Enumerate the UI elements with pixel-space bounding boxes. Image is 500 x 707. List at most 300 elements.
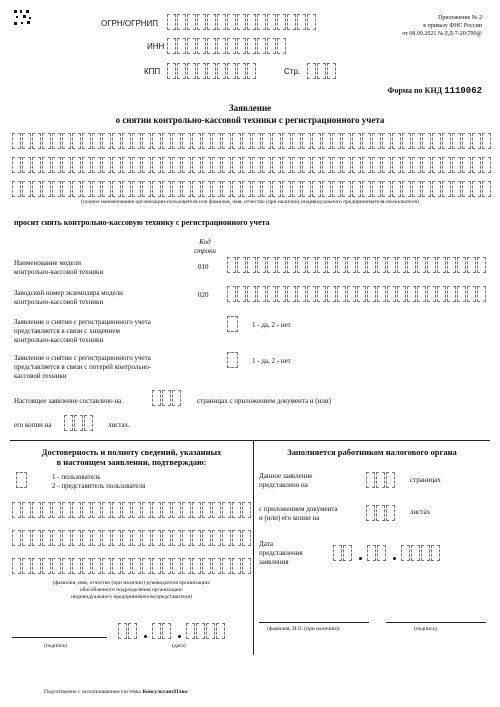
input-cell[interactable] xyxy=(237,257,246,273)
org-name-row-1[interactable] xyxy=(12,133,492,149)
input-cell[interactable] xyxy=(197,38,206,54)
input-cell[interactable] xyxy=(12,181,21,197)
input-cell[interactable] xyxy=(72,530,81,546)
input-cell[interactable] xyxy=(427,286,436,302)
signer-name-row-2[interactable] xyxy=(12,530,252,546)
input-cell[interactable] xyxy=(477,257,486,273)
input-cell[interactable] xyxy=(302,157,311,173)
input-cell[interactable] xyxy=(182,558,191,574)
signer-name-row-3[interactable] xyxy=(12,558,252,574)
input-cell[interactable] xyxy=(42,558,51,574)
input-cell[interactable] xyxy=(142,133,151,149)
input-cell[interactable] xyxy=(437,286,446,302)
serial-field[interactable] xyxy=(227,286,487,302)
input-cell[interactable] xyxy=(207,14,216,30)
input-cell[interactable] xyxy=(172,157,181,173)
input-cell[interactable] xyxy=(292,133,301,149)
input-cell[interactable] xyxy=(212,558,221,574)
input-cell[interactable] xyxy=(432,157,441,173)
input-cell[interactable] xyxy=(207,38,216,54)
input-cell[interactable] xyxy=(202,558,211,574)
input-cell[interactable] xyxy=(307,14,316,30)
input-cell[interactable] xyxy=(347,286,356,302)
input-cell[interactable] xyxy=(142,181,151,197)
input-cell[interactable] xyxy=(82,181,91,197)
input-cell[interactable] xyxy=(212,157,221,173)
input-cell[interactable] xyxy=(92,133,101,149)
input-cell[interactable] xyxy=(262,157,271,173)
input-cell[interactable] xyxy=(242,157,251,173)
input-cell[interactable] xyxy=(207,63,216,79)
input-cell[interactable] xyxy=(212,181,221,197)
input-cell[interactable] xyxy=(357,286,366,302)
input-cell[interactable] xyxy=(242,530,251,546)
input-cell[interactable] xyxy=(467,257,476,273)
input-cell[interactable] xyxy=(287,14,296,30)
input-cell[interactable] xyxy=(82,530,91,546)
input-cell[interactable] xyxy=(277,286,286,302)
input-cell[interactable] xyxy=(22,530,31,546)
input-cell[interactable] xyxy=(482,181,491,197)
input-cell[interactable] xyxy=(92,181,101,197)
input-cell[interactable] xyxy=(152,157,161,173)
input-cell[interactable] xyxy=(227,63,236,79)
input-cell[interactable] xyxy=(152,558,161,574)
input-cell[interactable] xyxy=(132,558,141,574)
input-cell[interactable] xyxy=(382,181,391,197)
input-cell[interactable] xyxy=(252,133,261,149)
input-cell[interactable] xyxy=(332,157,341,173)
input-cell[interactable] xyxy=(112,530,121,546)
input-cell[interactable] xyxy=(277,257,286,273)
input-cell[interactable] xyxy=(352,181,361,197)
input-cell[interactable] xyxy=(442,157,451,173)
input-cell[interactable] xyxy=(52,558,61,574)
input-cell[interactable] xyxy=(112,502,121,518)
input-cell[interactable] xyxy=(92,157,101,173)
officer-name-line[interactable] xyxy=(259,622,369,623)
input-cell[interactable] xyxy=(62,530,71,546)
input-cell[interactable] xyxy=(217,14,226,30)
input-cell[interactable] xyxy=(237,63,246,79)
input-cell[interactable] xyxy=(162,157,171,173)
ogrn-field[interactable] xyxy=(167,14,317,30)
input-cell[interactable] xyxy=(42,133,51,149)
input-cell[interactable] xyxy=(272,133,281,149)
input-cell[interactable] xyxy=(417,286,426,302)
input-cell[interactable] xyxy=(392,133,401,149)
input-cell[interactable] xyxy=(222,157,231,173)
input-cell[interactable] xyxy=(272,181,281,197)
input-cell[interactable] xyxy=(122,181,131,197)
input-cell[interactable] xyxy=(112,157,121,173)
input-cell[interactable] xyxy=(387,257,396,273)
input-cell[interactable] xyxy=(362,157,371,173)
input-cell[interactable] xyxy=(462,157,471,173)
input-cell[interactable] xyxy=(172,558,181,574)
input-cell[interactable] xyxy=(62,133,71,149)
input-cell[interactable] xyxy=(242,558,251,574)
input-cell[interactable] xyxy=(142,530,151,546)
input-cell[interactable] xyxy=(112,181,121,197)
input-cell[interactable] xyxy=(247,38,256,54)
input-cell[interactable] xyxy=(162,133,171,149)
input-cell[interactable] xyxy=(367,286,376,302)
input-cell[interactable] xyxy=(427,257,436,273)
input-cell[interactable] xyxy=(142,157,151,173)
org-name-row-3[interactable] xyxy=(12,181,492,197)
input-cell[interactable] xyxy=(187,14,196,30)
input-cell[interactable] xyxy=(172,502,181,518)
input-cell[interactable] xyxy=(112,558,121,574)
input-cell[interactable] xyxy=(82,558,91,574)
input-cell[interactable] xyxy=(252,157,261,173)
input-cell[interactable] xyxy=(312,181,321,197)
input-cell[interactable] xyxy=(367,545,376,561)
page-field[interactable] xyxy=(307,63,337,79)
inn-field[interactable] xyxy=(167,38,287,54)
input-cell[interactable] xyxy=(366,505,375,521)
input-cell[interactable] xyxy=(282,181,291,197)
input-cell[interactable] xyxy=(172,133,181,149)
input-cell[interactable] xyxy=(52,181,61,197)
input-cell[interactable] xyxy=(42,181,51,197)
input-cell[interactable] xyxy=(62,157,71,173)
input-cell[interactable] xyxy=(402,157,411,173)
input-cell[interactable] xyxy=(152,502,161,518)
input-cell[interactable] xyxy=(112,133,121,149)
input-cell[interactable] xyxy=(377,257,386,273)
input-cell[interactable] xyxy=(192,133,201,149)
input-cell[interactable] xyxy=(162,558,171,574)
input-cell[interactable] xyxy=(322,157,331,173)
input-cell[interactable] xyxy=(392,181,401,197)
input-cell[interactable] xyxy=(277,14,286,30)
input-cell[interactable] xyxy=(192,157,201,173)
input-cell[interactable] xyxy=(437,257,446,273)
input-cell[interactable] xyxy=(196,623,205,639)
input-cell[interactable] xyxy=(128,623,137,639)
input-cell[interactable] xyxy=(472,157,481,173)
input-cell[interactable] xyxy=(317,63,326,79)
input-cell[interactable] xyxy=(232,502,241,518)
input-cell[interactable] xyxy=(412,133,421,149)
input-cell[interactable] xyxy=(102,530,111,546)
input-cell[interactable] xyxy=(442,181,451,197)
input-cell[interactable] xyxy=(182,133,191,149)
input-cell[interactable] xyxy=(267,257,276,273)
input-cell[interactable] xyxy=(467,286,476,302)
input-cell[interactable] xyxy=(372,181,381,197)
input-cell[interactable] xyxy=(407,286,416,302)
input-cell[interactable] xyxy=(92,530,101,546)
input-cell[interactable] xyxy=(118,623,127,639)
input-cell[interactable] xyxy=(102,181,111,197)
input-cell[interactable] xyxy=(242,133,251,149)
input-cell[interactable] xyxy=(167,63,176,79)
input-cell[interactable] xyxy=(411,545,420,561)
input-cell[interactable] xyxy=(407,257,416,273)
input-cell[interactable] xyxy=(452,133,461,149)
input-cell[interactable] xyxy=(12,558,21,574)
input-cell[interactable] xyxy=(82,133,91,149)
input-cell[interactable] xyxy=(257,257,266,273)
input-cell[interactable] xyxy=(257,286,266,302)
input-cell[interactable] xyxy=(327,286,336,302)
input-cell[interactable] xyxy=(212,133,221,149)
input-cell[interactable] xyxy=(122,530,131,546)
input-cell[interactable] xyxy=(192,530,201,546)
input-cell[interactable] xyxy=(312,133,321,149)
input-cell[interactable] xyxy=(142,558,151,574)
input-cell[interactable] xyxy=(232,181,241,197)
input-cell[interactable] xyxy=(362,133,371,149)
input-cell[interactable] xyxy=(72,502,81,518)
input-cell[interactable] xyxy=(232,530,241,546)
input-cell[interactable] xyxy=(352,157,361,173)
input-cell[interactable] xyxy=(457,257,466,273)
input-cell[interactable] xyxy=(367,257,376,273)
input-cell[interactable] xyxy=(477,286,486,302)
input-cell[interactable] xyxy=(42,502,51,518)
submission-date-month[interactable] xyxy=(367,545,387,561)
input-cell[interactable] xyxy=(482,133,491,149)
theft-checkbox[interactable] xyxy=(227,316,238,332)
input-cell[interactable] xyxy=(322,133,331,149)
input-cell[interactable] xyxy=(397,257,406,273)
input-cell[interactable] xyxy=(172,530,181,546)
sign-date-year[interactable] xyxy=(186,623,226,639)
input-cell[interactable] xyxy=(412,181,421,197)
input-cell[interactable] xyxy=(412,157,421,173)
loss-checkbox[interactable] xyxy=(227,352,238,368)
input-cell[interactable] xyxy=(247,257,256,273)
input-cell[interactable] xyxy=(302,133,311,149)
model-field[interactable] xyxy=(227,257,487,273)
input-cell[interactable] xyxy=(287,286,296,302)
input-cell[interactable] xyxy=(366,472,375,488)
input-cell[interactable] xyxy=(452,181,461,197)
copies-field[interactable] xyxy=(64,415,94,431)
input-cell[interactable] xyxy=(72,181,81,197)
input-cell[interactable] xyxy=(392,157,401,173)
input-cell[interactable] xyxy=(332,181,341,197)
input-cell[interactable] xyxy=(431,545,440,561)
input-cell[interactable] xyxy=(162,502,171,518)
input-cell[interactable] xyxy=(422,133,431,149)
input-cell[interactable] xyxy=(307,63,316,79)
input-cell[interactable] xyxy=(12,530,21,546)
input-cell[interactable] xyxy=(362,181,371,197)
input-cell[interactable] xyxy=(417,257,426,273)
input-cell[interactable] xyxy=(152,181,161,197)
input-cell[interactable] xyxy=(297,257,306,273)
input-cell[interactable] xyxy=(387,286,396,302)
input-cell[interactable] xyxy=(177,14,186,30)
input-cell[interactable] xyxy=(242,502,251,518)
input-cell[interactable] xyxy=(337,257,346,273)
input-cell[interactable] xyxy=(202,133,211,149)
input-cell[interactable] xyxy=(122,157,131,173)
input-cell[interactable] xyxy=(357,257,366,273)
input-cell[interactable] xyxy=(237,14,246,30)
input-cell[interactable] xyxy=(62,502,71,518)
input-cell[interactable] xyxy=(397,286,406,302)
input-cell[interactable] xyxy=(152,133,161,149)
input-cell[interactable] xyxy=(72,133,81,149)
input-cell[interactable] xyxy=(242,181,251,197)
input-cell[interactable] xyxy=(247,14,256,30)
input-cell[interactable] xyxy=(312,157,321,173)
input-cell[interactable] xyxy=(277,38,286,54)
input-cell[interactable] xyxy=(52,157,61,173)
input-cell[interactable] xyxy=(132,502,141,518)
input-cell[interactable] xyxy=(222,502,231,518)
input-cell[interactable] xyxy=(132,133,141,149)
input-cell[interactable] xyxy=(302,181,311,197)
input-cell[interactable] xyxy=(342,181,351,197)
input-cell[interactable] xyxy=(376,505,385,521)
input-cell[interactable] xyxy=(227,257,236,273)
input-cell[interactable] xyxy=(32,558,41,574)
input-cell[interactable] xyxy=(212,530,221,546)
input-cell[interactable] xyxy=(187,63,196,79)
input-cell[interactable] xyxy=(22,157,31,173)
input-cell[interactable] xyxy=(421,545,430,561)
input-cell[interactable] xyxy=(202,502,211,518)
signer-type-checkbox[interactable] xyxy=(16,472,27,488)
input-cell[interactable] xyxy=(262,133,271,149)
input-cell[interactable] xyxy=(22,558,31,574)
input-cell[interactable] xyxy=(22,502,31,518)
input-cell[interactable] xyxy=(472,133,481,149)
input-cell[interactable] xyxy=(182,181,191,197)
attached-sheets-field[interactable] xyxy=(366,505,396,521)
input-cell[interactable] xyxy=(92,558,101,574)
input-cell[interactable] xyxy=(162,390,171,406)
input-cell[interactable] xyxy=(22,181,31,197)
input-cell[interactable] xyxy=(152,390,161,406)
input-cell[interactable] xyxy=(482,157,491,173)
input-cell[interactable] xyxy=(72,157,81,173)
input-cell[interactable] xyxy=(232,558,241,574)
input-cell[interactable] xyxy=(287,257,296,273)
input-cell[interactable] xyxy=(307,257,316,273)
pages-field[interactable] xyxy=(152,390,182,406)
input-cell[interactable] xyxy=(342,157,351,173)
input-cell[interactable] xyxy=(262,181,271,197)
sign-date-day[interactable] xyxy=(118,623,138,639)
input-cell[interactable] xyxy=(52,530,61,546)
input-cell[interactable] xyxy=(42,530,51,546)
input-cell[interactable] xyxy=(252,181,261,197)
input-cell[interactable] xyxy=(472,181,481,197)
input-cell[interactable] xyxy=(52,133,61,149)
org-name-row-2[interactable] xyxy=(12,157,492,173)
input-cell[interactable] xyxy=(386,505,395,521)
input-cell[interactable] xyxy=(162,530,171,546)
input-cell[interactable] xyxy=(32,181,41,197)
input-cell[interactable] xyxy=(292,157,301,173)
input-cell[interactable] xyxy=(182,502,191,518)
input-cell[interactable] xyxy=(422,157,431,173)
input-cell[interactable] xyxy=(342,133,351,149)
input-cell[interactable] xyxy=(102,133,111,149)
input-cell[interactable] xyxy=(352,133,361,149)
input-cell[interactable] xyxy=(172,390,181,406)
input-cell[interactable] xyxy=(297,14,306,30)
input-cell[interactable] xyxy=(322,181,331,197)
input-cell[interactable] xyxy=(167,14,176,30)
input-cell[interactable] xyxy=(376,472,385,488)
input-cell[interactable] xyxy=(72,558,81,574)
input-cell[interactable] xyxy=(42,157,51,173)
input-cell[interactable] xyxy=(82,502,91,518)
input-cell[interactable] xyxy=(343,545,352,561)
input-cell[interactable] xyxy=(64,415,73,431)
input-cell[interactable] xyxy=(337,286,346,302)
input-cell[interactable] xyxy=(212,502,221,518)
input-cell[interactable] xyxy=(82,157,91,173)
input-cell[interactable] xyxy=(152,623,161,639)
input-cell[interactable] xyxy=(282,133,291,149)
input-cell[interactable] xyxy=(12,502,21,518)
input-cell[interactable] xyxy=(167,38,176,54)
input-cell[interactable] xyxy=(257,38,266,54)
input-cell[interactable] xyxy=(187,38,196,54)
input-cell[interactable] xyxy=(32,157,41,173)
input-cell[interactable] xyxy=(247,63,256,79)
sign-date-month[interactable] xyxy=(152,623,172,639)
input-cell[interactable] xyxy=(32,502,41,518)
input-cell[interactable] xyxy=(217,63,226,79)
input-cell[interactable] xyxy=(333,545,342,561)
input-cell[interactable] xyxy=(192,558,201,574)
input-cell[interactable] xyxy=(132,181,141,197)
input-cell[interactable] xyxy=(432,181,441,197)
input-cell[interactable] xyxy=(152,530,161,546)
input-cell[interactable] xyxy=(202,530,211,546)
input-cell[interactable] xyxy=(457,286,466,302)
officer-signature-line[interactable] xyxy=(386,622,486,623)
input-cell[interactable] xyxy=(222,133,231,149)
input-cell[interactable] xyxy=(327,257,336,273)
input-cell[interactable] xyxy=(227,14,236,30)
input-cell[interactable] xyxy=(122,558,131,574)
input-cell[interactable] xyxy=(402,133,411,149)
input-cell[interactable] xyxy=(74,415,83,431)
input-cell[interactable] xyxy=(282,157,291,173)
input-cell[interactable] xyxy=(186,623,195,639)
input-cell[interactable] xyxy=(102,157,111,173)
input-cell[interactable] xyxy=(267,286,276,302)
input-cell[interactable] xyxy=(227,38,236,54)
input-cell[interactable] xyxy=(327,63,336,79)
input-cell[interactable] xyxy=(432,133,441,149)
input-cell[interactable] xyxy=(272,157,281,173)
signature-line[interactable] xyxy=(12,637,107,638)
input-cell[interactable] xyxy=(122,133,131,149)
input-cell[interactable] xyxy=(452,157,461,173)
input-cell[interactable] xyxy=(122,502,131,518)
input-cell[interactable] xyxy=(372,157,381,173)
input-cell[interactable] xyxy=(442,133,451,149)
input-cell[interactable] xyxy=(162,181,171,197)
input-cell[interactable] xyxy=(317,286,326,302)
input-cell[interactable] xyxy=(197,63,206,79)
input-cell[interactable] xyxy=(206,623,215,639)
input-cell[interactable] xyxy=(307,286,316,302)
